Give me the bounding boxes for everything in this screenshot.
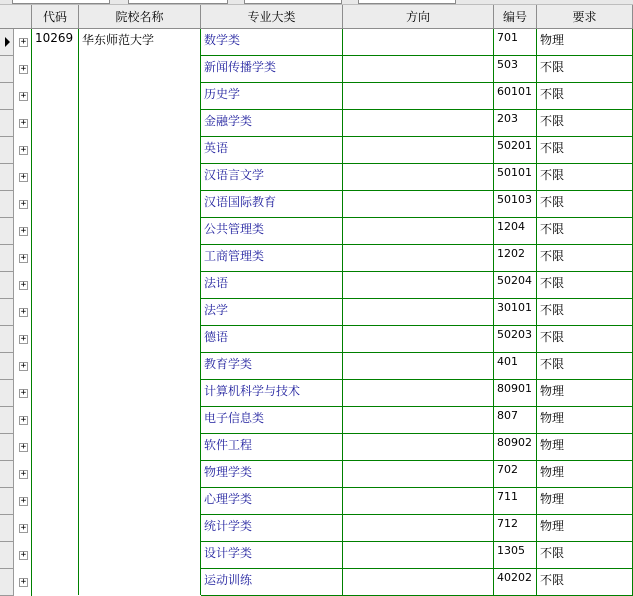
- row-indicator[interactable]: [0, 434, 14, 461]
- cell-major[interactable]: 设计学类: [201, 542, 343, 569]
- expand-cell: [14, 299, 32, 326]
- expand-cell: [14, 515, 32, 542]
- cell-direction[interactable]: [343, 164, 494, 191]
- header-requirement[interactable]: 要求: [537, 5, 633, 29]
- cell-direction[interactable]: [343, 515, 494, 542]
- cell-major[interactable]: 法语: [201, 272, 343, 299]
- cell-major[interactable]: 新闻传播学类: [201, 56, 343, 83]
- cell-number[interactable]: 60101: [494, 83, 537, 110]
- cell-major[interactable]: 计算机科学与技术: [201, 380, 343, 407]
- cell-direction[interactable]: [343, 569, 494, 596]
- top-filter-field-1[interactable]: [12, 0, 110, 4]
- cell-direction[interactable]: [343, 218, 494, 245]
- expand-plus-icon[interactable]: +: [20, 496, 27, 506]
- cell-major[interactable]: 英语: [201, 137, 343, 164]
- row-indicator[interactable]: [0, 569, 14, 596]
- expand-plus-icon[interactable]: +: [20, 145, 27, 155]
- expand-cell: [14, 245, 32, 272]
- cell-number[interactable]: 80902: [494, 434, 537, 461]
- table-row[interactable]: [0, 56, 633, 83]
- row-indicator[interactable]: [0, 83, 14, 110]
- cell-major[interactable]: 电子信息类: [201, 407, 343, 434]
- cell-direction[interactable]: [343, 407, 494, 434]
- cell-requirement[interactable]: 不限: [537, 326, 633, 353]
- top-filter-field-3[interactable]: [244, 0, 342, 4]
- expand-cell: [14, 191, 32, 218]
- expand-plus-icon[interactable]: +: [20, 307, 27, 317]
- expand-plus-icon[interactable]: +: [20, 469, 27, 479]
- expand-plus-icon[interactable]: +: [20, 199, 27, 209]
- table-row[interactable]: [0, 353, 633, 380]
- table-row[interactable]: [0, 29, 633, 56]
- table-row[interactable]: [0, 137, 633, 164]
- cell-requirement[interactable]: 不限: [537, 191, 633, 218]
- grid-rows: [0, 29, 633, 595]
- table-row[interactable]: [0, 299, 633, 326]
- cell-direction[interactable]: [343, 191, 494, 218]
- row-indicator[interactable]: [0, 488, 14, 515]
- expand-plus-icon[interactable]: +: [20, 280, 27, 290]
- expand-plus-icon[interactable]: +: [20, 91, 27, 101]
- expand-cell: [14, 569, 32, 596]
- header-direction[interactable]: 方向: [343, 5, 494, 29]
- expand-plus-icon[interactable]: +: [20, 361, 27, 371]
- cell-major[interactable]: 心理学类: [201, 488, 343, 515]
- cell-major[interactable]: 运动训练: [201, 569, 343, 596]
- row-indicator[interactable]: [0, 542, 14, 569]
- cell-requirement[interactable]: 不限: [537, 353, 633, 380]
- expand-cell: [14, 380, 32, 407]
- expand-cell: [14, 110, 32, 137]
- table-row[interactable]: [0, 83, 633, 110]
- row-indicator[interactable]: [0, 56, 14, 83]
- cell-direction[interactable]: [343, 29, 494, 56]
- cell-requirement[interactable]: 不限: [537, 542, 633, 569]
- cell-requirement[interactable]: 物理: [537, 29, 633, 56]
- cell-direction[interactable]: [343, 272, 494, 299]
- cell-direction[interactable]: [343, 299, 494, 326]
- cell-number[interactable]: 711: [494, 488, 537, 515]
- cell-major[interactable]: 金融学类: [201, 110, 343, 137]
- row-indicator[interactable]: [0, 272, 14, 299]
- expand-cell: [14, 353, 32, 380]
- cell-direction[interactable]: [343, 434, 494, 461]
- header-corner: [0, 5, 32, 29]
- cell-direction[interactable]: [343, 353, 494, 380]
- table-row[interactable]: [0, 326, 633, 353]
- cell-number[interactable]: 50201: [494, 137, 537, 164]
- table-row[interactable]: [0, 272, 633, 299]
- cell-major[interactable]: 历史学: [201, 83, 343, 110]
- table-row[interactable]: [0, 407, 633, 434]
- expand-cell: [14, 56, 32, 83]
- cell-number[interactable]: 1202: [494, 245, 537, 272]
- cell-requirement[interactable]: 不限: [537, 299, 633, 326]
- expand-cell: [14, 542, 32, 569]
- cell-school[interactable]: 华东师范大学: [79, 29, 201, 595]
- cell-number[interactable]: 701: [494, 29, 537, 56]
- expand-cell: [14, 434, 32, 461]
- cell-major[interactable]: 数学类: [201, 29, 343, 56]
- cell-major[interactable]: 公共管理类: [201, 218, 343, 245]
- cell-requirement[interactable]: 不限: [537, 245, 633, 272]
- cell-major[interactable]: 德语: [201, 326, 343, 353]
- expand-cell: [14, 407, 32, 434]
- row-indicator[interactable]: [0, 461, 14, 488]
- expand-plus-icon[interactable]: +: [20, 550, 27, 560]
- cell-direction[interactable]: [343, 326, 494, 353]
- cell-number[interactable]: 702: [494, 461, 537, 488]
- cell-requirement[interactable]: 不限: [537, 218, 633, 245]
- cell-direction[interactable]: [343, 83, 494, 110]
- row-indicator[interactable]: [0, 137, 14, 164]
- table-row[interactable]: [0, 245, 633, 272]
- expand-plus-icon[interactable]: +: [20, 523, 27, 533]
- cell-number[interactable]: 1305: [494, 542, 537, 569]
- table-row[interactable]: [0, 488, 633, 515]
- cell-number[interactable]: 50101: [494, 164, 537, 191]
- expand-plus-icon[interactable]: +: [20, 37, 27, 47]
- expand-cell: [14, 272, 32, 299]
- cell-code[interactable]: 10269: [32, 29, 79, 595]
- header-school[interactable]: 院校名称: [79, 5, 201, 29]
- table-row[interactable]: [0, 569, 633, 596]
- expand-plus-icon[interactable]: +: [20, 442, 27, 452]
- cell-number[interactable]: 401: [494, 353, 537, 380]
- cell-number[interactable]: 50103: [494, 191, 537, 218]
- table-row[interactable]: [0, 434, 633, 461]
- expand-plus-icon[interactable]: +: [20, 334, 27, 344]
- row-indicator[interactable]: [0, 299, 14, 326]
- row-indicator[interactable]: [0, 218, 14, 245]
- cell-requirement[interactable]: 物理: [537, 434, 633, 461]
- cell-number[interactable]: 50203: [494, 326, 537, 353]
- row-indicator[interactable]: [0, 164, 14, 191]
- cell-direction[interactable]: [343, 137, 494, 164]
- cell-number[interactable]: 50204: [494, 272, 537, 299]
- cell-requirement[interactable]: 不限: [537, 272, 633, 299]
- table-row[interactable]: [0, 461, 633, 488]
- grid-header: [0, 5, 633, 29]
- cell-major[interactable]: 工商管理类: [201, 245, 343, 272]
- row-indicator[interactable]: [0, 380, 14, 407]
- cell-requirement[interactable]: 物理: [537, 515, 633, 542]
- table-row[interactable]: [0, 542, 633, 569]
- expand-cell: [14, 164, 32, 191]
- top-filter-field-2[interactable]: [128, 0, 228, 4]
- row-indicator[interactable]: [0, 326, 14, 353]
- header-major[interactable]: 专业大类: [201, 5, 343, 29]
- expand-plus-icon[interactable]: +: [20, 118, 27, 128]
- cell-number[interactable]: 503: [494, 56, 537, 83]
- data-grid: [0, 5, 633, 595]
- table-row[interactable]: [0, 164, 633, 191]
- cell-major[interactable]: 软件工程: [201, 434, 343, 461]
- cell-requirement[interactable]: 不限: [537, 569, 633, 596]
- row-indicator[interactable]: [0, 515, 14, 542]
- cell-direction[interactable]: [343, 110, 494, 137]
- row-indicator[interactable]: [0, 245, 14, 272]
- row-indicator[interactable]: [0, 29, 14, 56]
- table-row[interactable]: [0, 191, 633, 218]
- cell-direction[interactable]: [343, 488, 494, 515]
- top-filter-field-4[interactable]: [358, 0, 456, 4]
- cell-requirement[interactable]: 不限: [537, 83, 633, 110]
- current-row-arrow-icon: [5, 37, 10, 47]
- expand-cell: [14, 326, 32, 353]
- table-row[interactable]: [0, 110, 633, 137]
- cell-requirement[interactable]: 不限: [537, 56, 633, 83]
- expand-cell: [14, 488, 32, 515]
- row-indicator[interactable]: [0, 353, 14, 380]
- cell-requirement[interactable]: 不限: [537, 137, 633, 164]
- expand-plus-icon[interactable]: +: [20, 415, 27, 425]
- cell-major[interactable]: 汉语言文学: [201, 164, 343, 191]
- expand-cell: [14, 137, 32, 164]
- cell-major[interactable]: 法学: [201, 299, 343, 326]
- cell-direction[interactable]: [343, 542, 494, 569]
- cell-number[interactable]: 30101: [494, 299, 537, 326]
- expand-cell: [14, 461, 32, 488]
- expand-cell: [14, 83, 32, 110]
- cell-major[interactable]: 物理学类: [201, 461, 343, 488]
- cell-requirement[interactable]: 不限: [537, 164, 633, 191]
- table-row[interactable]: [0, 218, 633, 245]
- table-row[interactable]: [0, 515, 633, 542]
- cell-number[interactable]: 203: [494, 110, 537, 137]
- expand-plus-icon[interactable]: +: [20, 388, 27, 398]
- cell-requirement[interactable]: 不限: [537, 110, 633, 137]
- expand-plus-icon[interactable]: +: [20, 577, 27, 587]
- cell-major[interactable]: 教育学类: [201, 353, 343, 380]
- cell-requirement[interactable]: 物理: [537, 488, 633, 515]
- cell-direction[interactable]: [343, 461, 494, 488]
- expand-plus-icon[interactable]: +: [20, 226, 27, 236]
- row-indicator[interactable]: [0, 110, 14, 137]
- expand-plus-icon[interactable]: +: [20, 253, 27, 263]
- expand-cell: [14, 29, 32, 56]
- cell-direction[interactable]: [343, 245, 494, 272]
- cell-number[interactable]: 807: [494, 407, 537, 434]
- cell-number[interactable]: 712: [494, 515, 537, 542]
- cell-number[interactable]: 1204: [494, 218, 537, 245]
- cell-number[interactable]: 80901: [494, 380, 537, 407]
- header-code[interactable]: 代码: [32, 5, 79, 29]
- cell-major[interactable]: 汉语国际教育: [201, 191, 343, 218]
- cell-requirement[interactable]: 物理: [537, 407, 633, 434]
- row-indicator[interactable]: [0, 191, 14, 218]
- cell-requirement[interactable]: 物理: [537, 380, 633, 407]
- table-row[interactable]: [0, 380, 633, 407]
- row-indicator[interactable]: [0, 407, 14, 434]
- cell-number[interactable]: 40202: [494, 569, 537, 596]
- cell-direction[interactable]: [343, 380, 494, 407]
- cell-direction[interactable]: [343, 56, 494, 83]
- expand-plus-icon[interactable]: +: [20, 172, 27, 182]
- expand-plus-icon[interactable]: +: [20, 64, 27, 74]
- cell-major[interactable]: 统计学类: [201, 515, 343, 542]
- cell-requirement[interactable]: 物理: [537, 461, 633, 488]
- header-number[interactable]: 编号: [494, 5, 537, 29]
- expand-cell: [14, 218, 32, 245]
